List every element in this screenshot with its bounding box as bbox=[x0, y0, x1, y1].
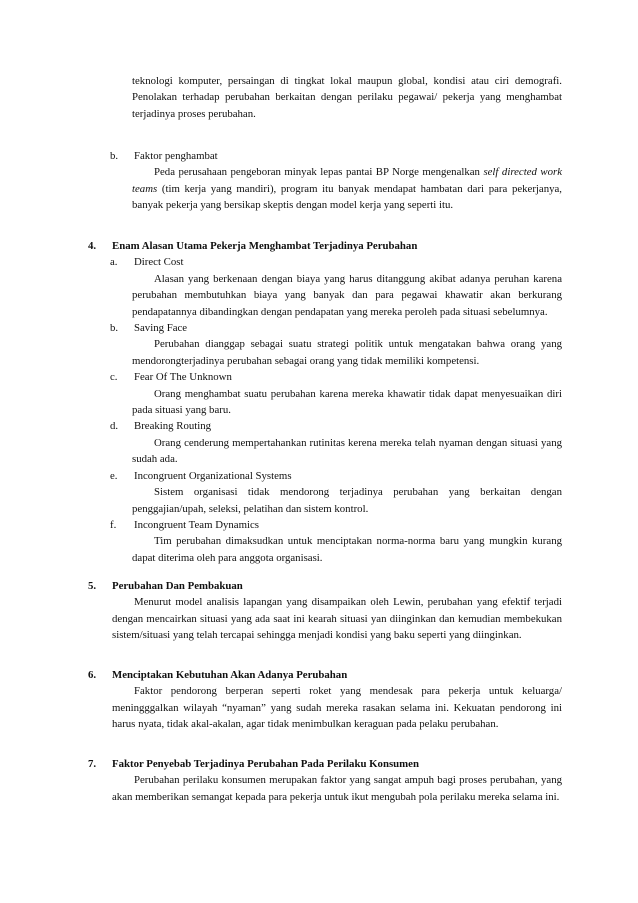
list-item-text: Orang cenderung mempertahankan rutinitas kerena mereka telah nyaman dengan situasi yang sudah ada. bbox=[132, 436, 562, 466]
list-item-title: Incongruent Organizational Systems bbox=[134, 469, 292, 482]
list-item-title: Fear Of The Unknown bbox=[134, 371, 232, 384]
list-marker: e. bbox=[110, 469, 118, 482]
list-item-text: Alasan yang berkenaan dengan biaya yang harus ditanggung akibat adanya peruhan karena perubahan membutuhkan biaya yang banyak dan para pegawai khawatir akan berkurang pendapatannya dibandingkan dengan pendapatan yang mereka peroleh pada situasi sebelumnya. bbox=[132, 272, 562, 318]
continuation-paragraph: teknologi komputer, persaingan di tingkat lokal maupun global, kondisi atau ciri demografi. Penolakan terhadap perubahan berkaitan dengan perilaku pegawai/ pekerja yang menghambat terjadinya proses perubahan. bbox=[132, 75, 562, 120]
list-item-text: Sistem organisasi tidak mendorong terjadinya perubahan yang berkaitan dengan penggajian/upah, seleksi, pelatihan dan sistem kontrol. bbox=[132, 486, 562, 515]
section-number: 5. bbox=[88, 580, 97, 592]
list-item bbox=[110, 418, 562, 467]
section-number: 7. bbox=[88, 758, 97, 770]
list-marker: b. bbox=[110, 150, 119, 162]
section-4 bbox=[88, 238, 562, 566]
section-heading bbox=[88, 578, 562, 594]
list-item-title: Direct Cost bbox=[134, 256, 184, 269]
list-item-title: Breaking Routing bbox=[134, 420, 212, 433]
section-number: 6. bbox=[88, 669, 97, 681]
list-marker: a. bbox=[110, 256, 118, 269]
list-marker: d. bbox=[110, 420, 119, 433]
list-item bbox=[110, 517, 562, 566]
section-heading bbox=[88, 667, 562, 683]
list-item bbox=[110, 468, 562, 517]
section-number: 4. bbox=[88, 240, 97, 252]
section-text: Menurut model analisis lapangan yang disampaikan oleh Lewin, perubahan yang efektif terjadi dengan mencairkan situasi yang ada saat ini kearah situasi yan diinginkan dan kemudian membekukan sistem/situasi yang telah tercapai sehingga menjadi kondisi yang baku seperti yang diinginkan. bbox=[112, 596, 562, 642]
list-marker: c. bbox=[110, 371, 118, 384]
list-item-faktor-penghambat bbox=[110, 148, 562, 214]
text-italic: self directed work teams bbox=[132, 166, 562, 195]
list-marker: b. bbox=[110, 322, 119, 335]
section-heading bbox=[88, 756, 562, 772]
section-text: Faktor pendorong berperan seperti roket yang mendesak para pekerja untuk keluarga/ meningggalkan wilayah “nyaman” yang sudah mereka rasakan selama ini. Kekuatan pendorong ini harus nyata, tidak akal-akalan, agar tidak menimbulkan keraguan pada pelaku perubahan. bbox=[112, 685, 562, 731]
section-title: Faktor Penyebab Terjadinya Perubahan Pada Perilaku Konsumen bbox=[112, 758, 419, 770]
list-item bbox=[110, 254, 562, 320]
section-6 bbox=[88, 667, 562, 733]
text-post: (tim kerja yang mandiri), program itu banyak mendapat hambatan dari para pekerjanya, banyak pekerja yang bersikap skeptis dengan model kerja yang seperti itu. bbox=[132, 182, 562, 212]
section-heading bbox=[88, 238, 562, 254]
list-item-title: Incongruent Team Dynamics bbox=[134, 518, 259, 531]
list-item bbox=[110, 320, 562, 369]
list-item bbox=[110, 369, 562, 418]
list-item-text: Tim perubahan dimaksudkan untuk menciptakan norma-norma baru yang mungkin kurang dapat diterima oleh para anggota organisasi. bbox=[132, 535, 562, 564]
list-item-text: Orang menghambat suatu perubahan karena mereka khawatir tidak dapat menyesuaikan diri pada situasi yang baru. bbox=[132, 387, 562, 417]
section-5 bbox=[88, 578, 562, 644]
text-pre: Peda perusahaan pengeboran minyak lepas pantai BP Norge mengenalkan bbox=[154, 166, 484, 179]
list-item-text: Perubahan dianggap sebagai suatu strategi politik untuk mengatakan bahwa orang yang mendorongterjadinya perubahan sebagai orang yang tidak memiliki kompetensi. bbox=[132, 338, 562, 367]
section-title: Enam Alasan Utama Pekerja Menghambat Terjadinya Perubahan bbox=[112, 240, 418, 252]
list-marker: f. bbox=[110, 518, 117, 531]
list-item-text bbox=[132, 164, 562, 213]
section-text: Perubahan perilaku konsumen merupakan faktor yang sangat ampuh bagi proses perubahan, yang akan memberikan semangat kepada para pekerja untuk ikut mengubah pola perilaku mereka selama ini. bbox=[112, 774, 562, 803]
section-7 bbox=[88, 756, 562, 805]
section-title: Perubahan Dan Pembakuan bbox=[112, 580, 243, 592]
list-item-title: Saving Face bbox=[134, 322, 188, 335]
list-item-title: Faktor penghambat bbox=[134, 150, 218, 162]
section-title: Menciptakan Kebutuhan Akan Adanya Perubahan bbox=[112, 669, 348, 681]
